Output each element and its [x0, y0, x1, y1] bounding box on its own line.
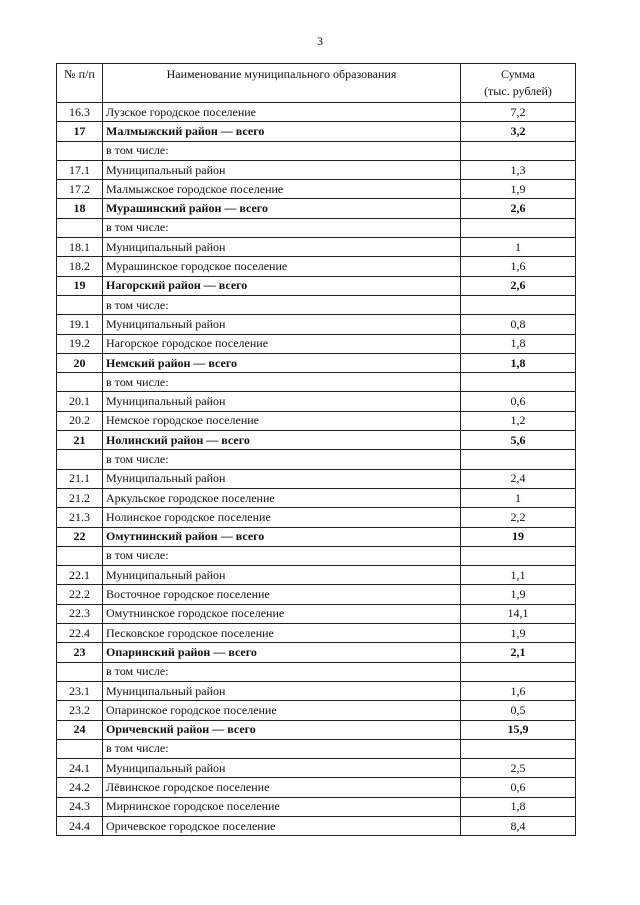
row-sum [461, 450, 576, 469]
row-sum: 2,6 [461, 276, 576, 295]
row-number [57, 450, 103, 469]
row-number: 18.1 [57, 238, 103, 257]
row-name: Нолинский район — всего [103, 431, 461, 450]
row-name: в том числе: [103, 450, 461, 469]
row-name: Муниципальный район [103, 315, 461, 334]
row-sum: 2,2 [461, 508, 576, 527]
row-sum [461, 546, 576, 565]
row-name: в том числе: [103, 662, 461, 681]
row-sum: 1,9 [461, 585, 576, 604]
row-name: Малмыжский район — всего [103, 122, 461, 141]
row-name: Муниципальный район [103, 681, 461, 700]
table-row [57, 662, 576, 681]
row-sum: 2,5 [461, 759, 576, 778]
row-number: 20.1 [57, 392, 103, 411]
table-row [57, 508, 576, 527]
table-row [57, 759, 576, 778]
row-number: 23 [57, 643, 103, 662]
row-number [57, 218, 103, 237]
row-number: 21.3 [57, 508, 103, 527]
table-row [57, 681, 576, 700]
row-sum: 14,1 [461, 604, 576, 623]
row-number: 20 [57, 353, 103, 372]
row-sum: 0,5 [461, 701, 576, 720]
header-sum-line1: Сумма [501, 67, 535, 81]
table-row [57, 238, 576, 257]
row-sum: 1,3 [461, 160, 576, 179]
row-number [57, 141, 103, 160]
row-number: 21.2 [57, 488, 103, 507]
row-sum [461, 295, 576, 314]
table-row [57, 624, 576, 643]
row-name: Оричевский район — всего [103, 720, 461, 739]
row-number: 24 [57, 720, 103, 739]
table-row [57, 141, 576, 160]
table-row [57, 816, 576, 835]
row-name: в том числе: [103, 739, 461, 758]
row-sum: 1,2 [461, 411, 576, 430]
district-total-row [57, 276, 576, 295]
table-row [57, 315, 576, 334]
header-sum-line2: (тыс. рублей) [484, 84, 552, 98]
page-number: 3 [317, 34, 323, 48]
table-row [57, 546, 576, 565]
row-sum: 15,9 [461, 720, 576, 739]
row-name: Нолинское городское поселение [103, 508, 461, 527]
row-number: 22 [57, 527, 103, 546]
row-number [57, 739, 103, 758]
table-row [57, 566, 576, 585]
row-number [57, 546, 103, 565]
header-name: Наименование муниципального образования [103, 64, 461, 103]
table-row [57, 295, 576, 314]
row-number: 18 [57, 199, 103, 218]
row-number: 23.2 [57, 701, 103, 720]
district-total-row [57, 720, 576, 739]
header-number: № п/п [57, 64, 103, 103]
row-number: 23.1 [57, 681, 103, 700]
row-name: Омутнинский район — всего [103, 527, 461, 546]
row-sum: 1 [461, 488, 576, 507]
row-name: Опаринское городское поселение [103, 701, 461, 720]
row-sum: 7,2 [461, 103, 576, 122]
row-sum: 2,1 [461, 643, 576, 662]
row-sum: 1,8 [461, 334, 576, 353]
row-sum: 1,1 [461, 566, 576, 585]
row-name: в том числе: [103, 373, 461, 392]
row-number: 24.4 [57, 816, 103, 835]
row-name: в том числе: [103, 218, 461, 237]
table-row [57, 180, 576, 199]
row-number: 22.2 [57, 585, 103, 604]
table-row [57, 373, 576, 392]
row-sum: 1 [461, 238, 576, 257]
row-name: Муниципальный район [103, 566, 461, 585]
row-sum: 1,8 [461, 353, 576, 372]
row-name: Нагорский район — всего [103, 276, 461, 295]
row-name: Муниципальный район [103, 160, 461, 179]
row-number: 24.2 [57, 778, 103, 797]
row-sum: 8,4 [461, 816, 576, 835]
allocation-table [56, 63, 576, 836]
row-name: в том числе: [103, 546, 461, 565]
row-name: Восточное городское поселение [103, 585, 461, 604]
row-number: 22.3 [57, 604, 103, 623]
row-name: Мирнинское городское поселение [103, 797, 461, 816]
row-name: Лузское городское поселение [103, 103, 461, 122]
row-name: Муниципальный район [103, 759, 461, 778]
table-row [57, 739, 576, 758]
table-row [57, 585, 576, 604]
row-name: Немский район — всего [103, 353, 461, 372]
row-number: 19 [57, 276, 103, 295]
row-name: Нагорское городское поселение [103, 334, 461, 353]
row-number: 19.2 [57, 334, 103, 353]
table-row [57, 469, 576, 488]
row-sum: 0,6 [461, 778, 576, 797]
table-row [57, 701, 576, 720]
table-row [57, 488, 576, 507]
row-name: Малмыжское городское поселение [103, 180, 461, 199]
row-name: Муниципальный район [103, 469, 461, 488]
row-number [57, 295, 103, 314]
table-row [57, 778, 576, 797]
district-total-row [57, 643, 576, 662]
table-row [57, 797, 576, 816]
row-number: 18.2 [57, 257, 103, 276]
district-total-row [57, 122, 576, 141]
row-name: в том числе: [103, 141, 461, 160]
row-number: 17.1 [57, 160, 103, 179]
row-name: Аркульское городское поселение [103, 488, 461, 507]
row-sum: 2,4 [461, 469, 576, 488]
district-total-row [57, 527, 576, 546]
row-name: Муниципальный район [103, 392, 461, 411]
row-sum [461, 141, 576, 160]
row-sum [461, 373, 576, 392]
row-sum: 0,8 [461, 315, 576, 334]
table-row [57, 411, 576, 430]
row-name: Оричевское городское поселение [103, 816, 461, 835]
row-number: 17.2 [57, 180, 103, 199]
row-number: 21.1 [57, 469, 103, 488]
table-row [57, 334, 576, 353]
row-number: 24.3 [57, 797, 103, 816]
row-sum: 0,6 [461, 392, 576, 411]
table-header-row [57, 64, 576, 103]
row-sum: 1,9 [461, 180, 576, 199]
table-row [57, 392, 576, 411]
row-sum: 5,6 [461, 431, 576, 450]
row-number: 24.1 [57, 759, 103, 778]
row-number: 22.1 [57, 566, 103, 585]
row-name: Муниципальный район [103, 238, 461, 257]
table-row [57, 604, 576, 623]
row-sum: 1,9 [461, 624, 576, 643]
row-number [57, 662, 103, 681]
row-name: Мурашинский район — всего [103, 199, 461, 218]
row-number [57, 373, 103, 392]
table-row [57, 103, 576, 122]
row-sum: 1,6 [461, 681, 576, 700]
district-total-row [57, 199, 576, 218]
row-name: Омутнинское городское поселение [103, 604, 461, 623]
row-sum [461, 218, 576, 237]
row-sum: 1,6 [461, 257, 576, 276]
district-total-row [57, 353, 576, 372]
row-sum: 2,6 [461, 199, 576, 218]
row-name: в том числе: [103, 295, 461, 314]
row-number: 19.1 [57, 315, 103, 334]
row-sum: 3,2 [461, 122, 576, 141]
row-name: Песковское городское поселение [103, 624, 461, 643]
row-name: Лёвинское городское поселение [103, 778, 461, 797]
table-row [57, 257, 576, 276]
table-row [57, 218, 576, 237]
row-sum [461, 662, 576, 681]
row-sum: 1,8 [461, 797, 576, 816]
row-number: 16.3 [57, 103, 103, 122]
row-name: Опаринский район — всего [103, 643, 461, 662]
row-sum [461, 739, 576, 758]
row-number: 20.2 [57, 411, 103, 430]
table-body [57, 103, 576, 836]
row-number: 17 [57, 122, 103, 141]
row-name: Немское городское поселение [103, 411, 461, 430]
row-number: 21 [57, 431, 103, 450]
row-name: Мурашинское городское поселение [103, 257, 461, 276]
table-row [57, 160, 576, 179]
table-row [57, 450, 576, 469]
row-number: 22.4 [57, 624, 103, 643]
row-sum: 19 [461, 527, 576, 546]
district-total-row [57, 431, 576, 450]
header-sum [461, 64, 576, 103]
